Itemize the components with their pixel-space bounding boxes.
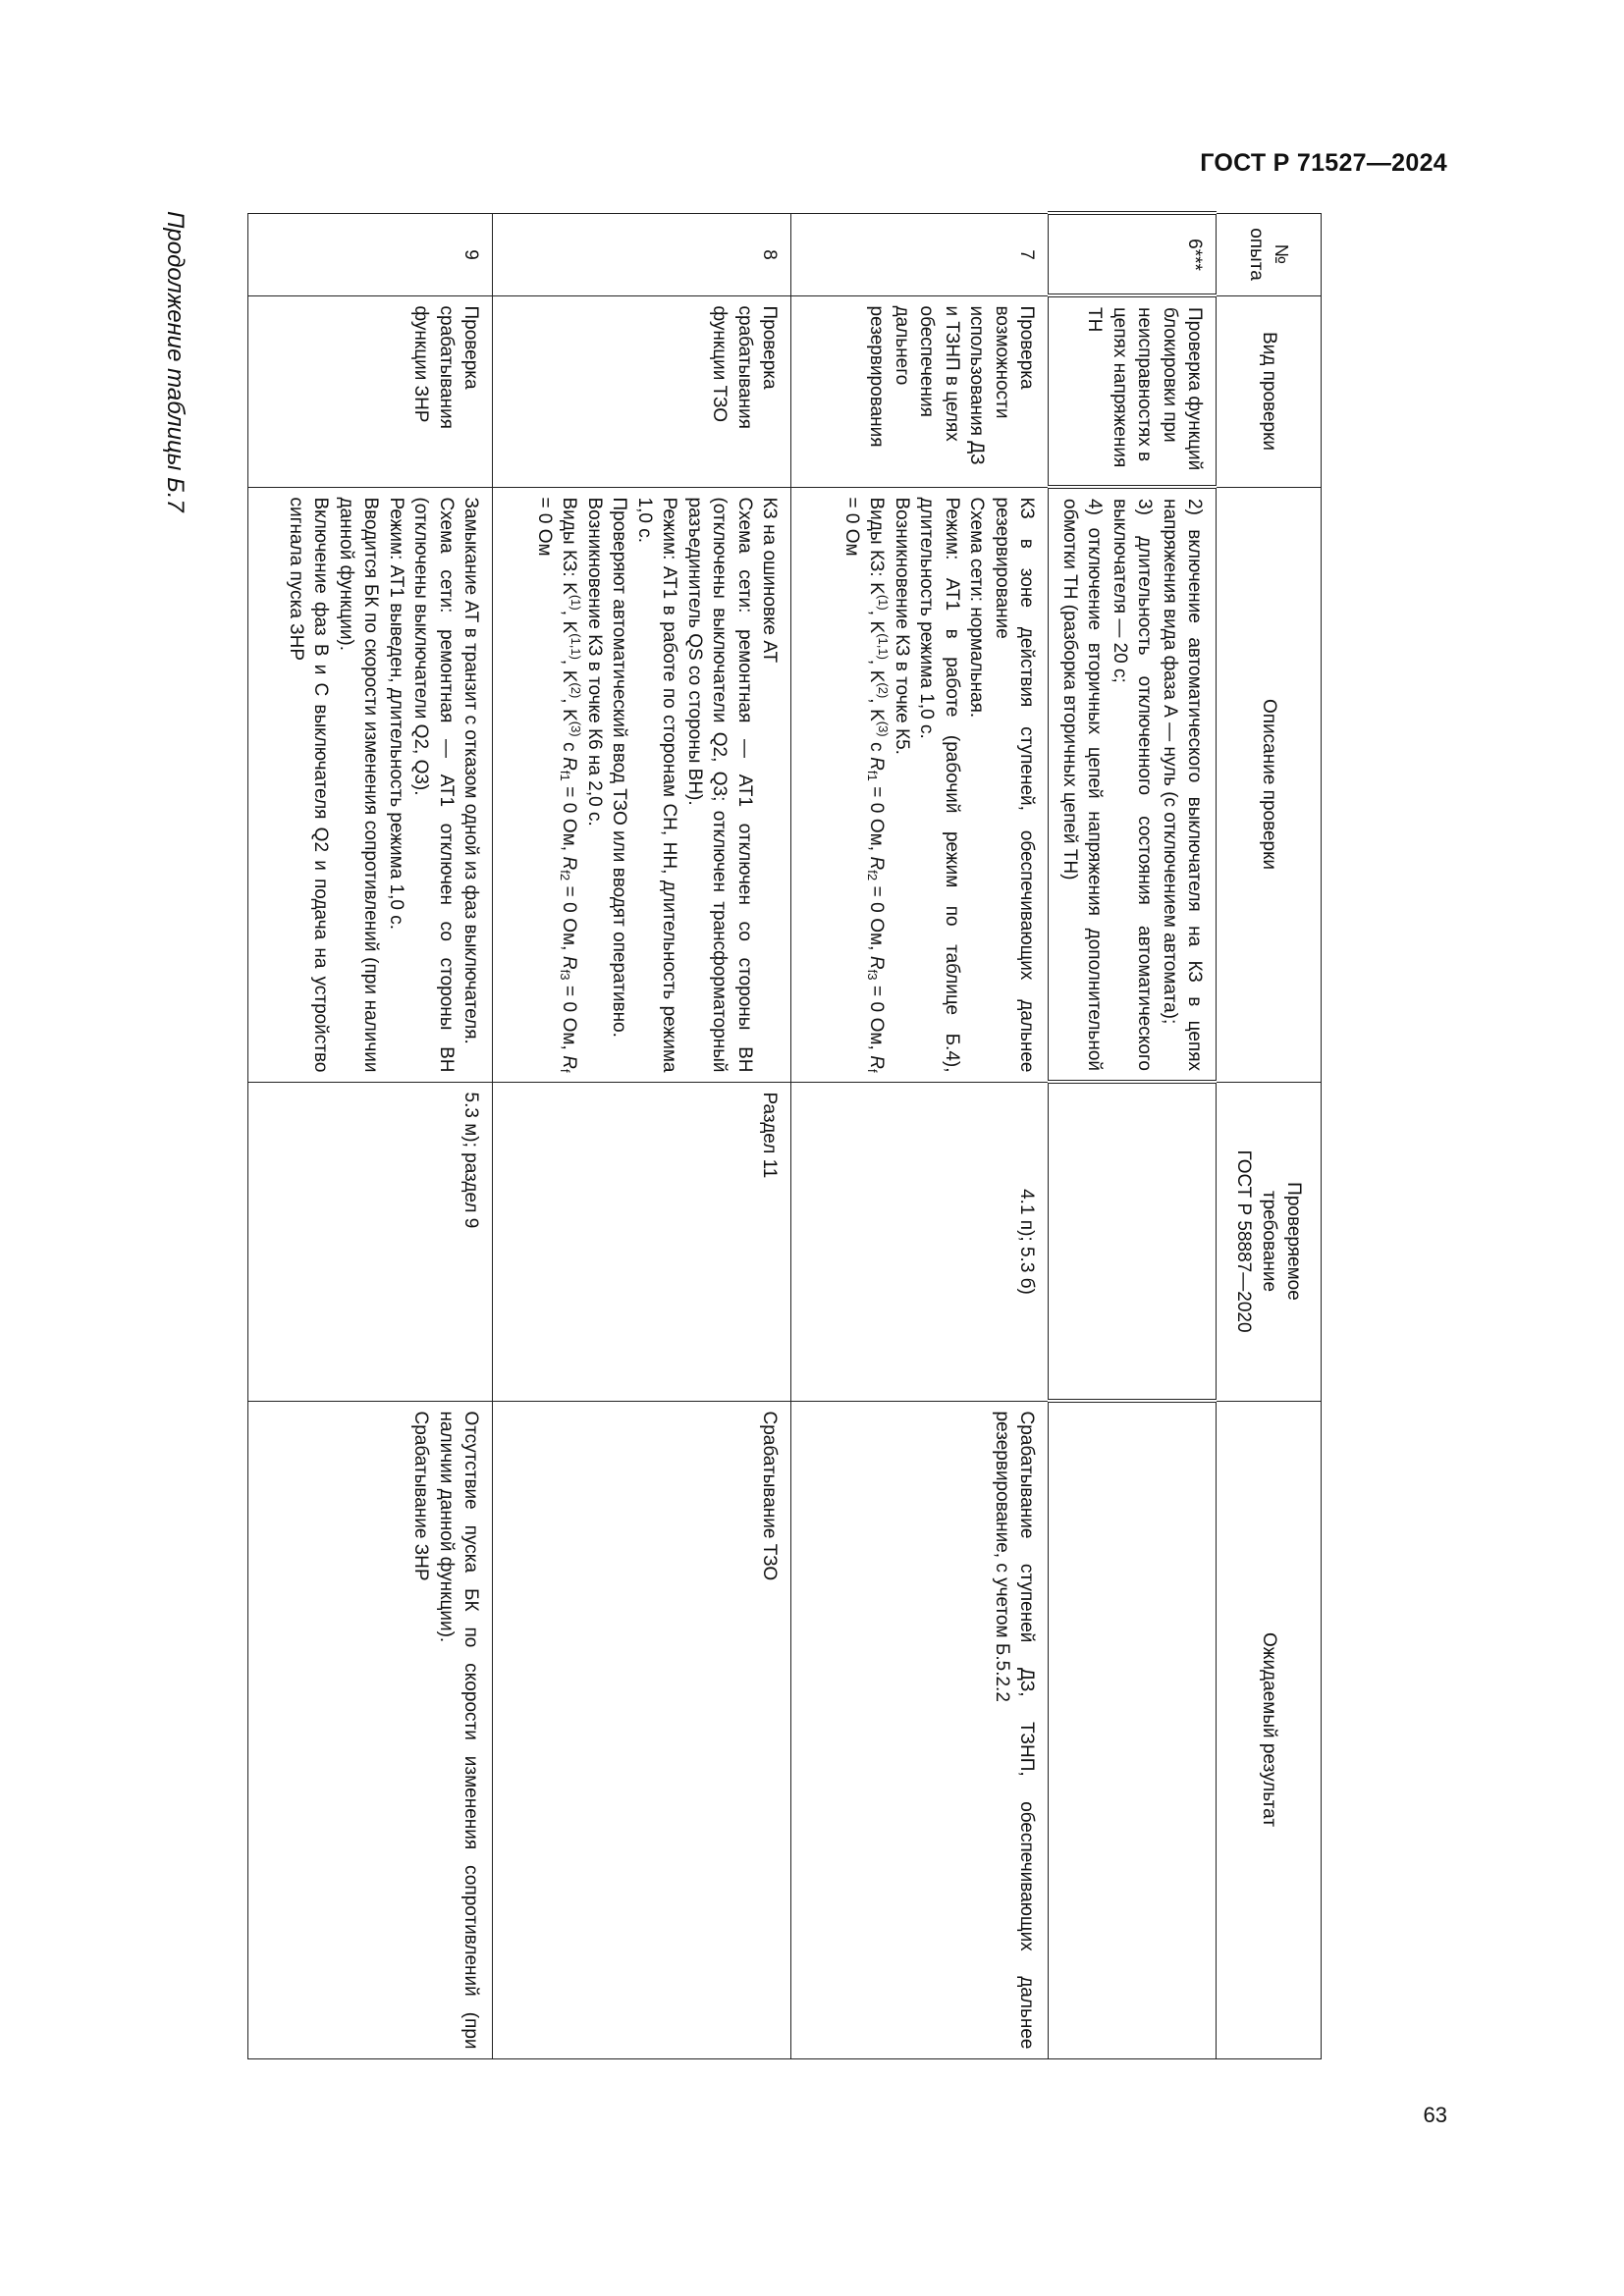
table-header-row — [1217, 213, 1322, 2058]
kz-types-line: Виды КЗ: $K^{(1)}$, K$^{(1,1)}$, $K^{(2)}$, $K^{(3)}$ с $R_{f1} = 0$ Ом, $R_{f2} = 0$ Ом, $R_{f3} = 0$ Ом, $R_f = 0$ Ом — [840, 497, 892, 1073]
table-row — [248, 213, 493, 2058]
row-num: 6*** — [1049, 213, 1217, 295]
row-result: Отсутствие пуска БК по скорости изменения сопротивлений (при наличии данной функции). Срабатывание ЗНР — [248, 1401, 493, 2058]
row-requirement: Раздел 11 — [493, 1082, 791, 1401]
row-description: 2) включение автоматического выключателя на КЗ в цепях напряжения вида фаза А — нуль (с отключением автомата); 3) длительность отключенного состояния автоматического выключателя — 20 с; 4) отключение вторичных цепей напряжения дополнительной обмотки ТН (разборка вторичных цепей ТН) — [1049, 487, 1217, 1082]
row-description: КЗ на ошиновке АТ Схема сети: ремонтная — АТ1 отключен со стороны ВН (отключены выключатели Q2, Q3; отключен трансформаторный разъединитель QS со стороны ВН). Режим: АТ1 в работе по сторонам СН, НН, длительность режима 1,0 с. Проверяют автоматический ввод ТЗО или вводят оперативно. Возникновение КЗ в точке К6 на 2,0 с. Виды КЗ: $K^{(1)}$, K$^{(1,1)}$, $K^{(2)}$, $K^{(3)}$ с $R_{f1} = 0$ Ом, $R_{f2} = 0$ Ом, $R_{f3} = 0$ Ом, $R_f = 0$ Ом — [493, 487, 791, 1082]
row-type: Проверка функций блокировки при неисправностях в цепях напряжения ТН — [1049, 295, 1217, 487]
row-type: Проверка возможности использования ДЗ и ТЗНП в целях обеспечения дальнего резервирования — [791, 295, 1049, 487]
table-row — [791, 213, 1049, 2058]
col-header-type: Вид проверки — [1217, 295, 1322, 487]
table-continuation-caption: Продолжение таблицы Б.7 — [162, 211, 189, 512]
row-requirement — [1049, 1082, 1217, 1401]
row-result: Срабатывание ступеней ДЗ, ТЗНП, обеспечивающих дальнее резервирование, с учетом Б.5.2.2 — [791, 1401, 1049, 2058]
row-description: Замыкание АТ в транзит с отказом одной из фаз выключателя. Схема сети: ремонтная — АТ1 отключен со стороны ВН (отключены выключатели Q2, Q3). Режим: АТ1 выведен, длительность режима 1,0 с. Вводится БК по скорости изменения сопротивлений (при наличии данной функции). Включение фаз В и С выключателя Q2 и подача на устройство сигнала пуска ЗНР — [248, 487, 493, 1082]
row-requirement: 5.3 м); раздел 9 — [248, 1082, 493, 1401]
row-num: 7 — [791, 213, 1049, 295]
row-num: 9 — [248, 213, 493, 295]
col-header-requirement: Проверяемое требование ГОСТ Р 58887—2020 — [1217, 1082, 1322, 1401]
page-number: 63 — [1423, 2103, 1447, 2127]
row-description: КЗ в зоне действия ступеней, обеспечивающих дальнее резервирование Схема сети: нормальная. Режим: АТ1 в работе (рабочий режим по таблице Б.4), длительность режима 1,0 с. Возникновение КЗ в точке К5. Виды КЗ: $K^{(1)}$, K$^{(1,1)}$, $K^{(2)}$, $K^{(3)}$ с $R_{f1} = 0$ Ом, $R_{f2} = 0$ Ом, $R_{f3} = 0$ Ом, $R_f = 0$ Ом — [791, 487, 1049, 1082]
row-requirement: 4.1 п); 5.3 б) — [791, 1082, 1049, 1401]
row-result: Срабатывание ТЗО — [493, 1401, 791, 2058]
row-num: 8 — [493, 213, 791, 295]
row-type: Проверка срабатывания функции ТЗО — [493, 295, 791, 487]
standard-designation: ГОСТ Р 71527—2024 — [1200, 149, 1447, 177]
col-header-description: Описание проверки — [1217, 487, 1322, 1082]
row-result — [1049, 1401, 1217, 2058]
col-header-num: № опыта — [1217, 213, 1322, 295]
table-row — [493, 213, 791, 2058]
kz-types-line: Виды КЗ: $K^{(1)}$, K$^{(1,1)}$, $K^{(2)}$, $K^{(3)}$ с $R_{f1} = 0$ Ом, $R_{f2} = 0$ Ом, $R_{f3} = 0$ Ом, $R_f = 0$ Ом — [533, 497, 584, 1073]
row-type: Проверка срабатывания функции ЗНР — [248, 295, 493, 487]
col-header-result: Ожидаемый результат — [1217, 1401, 1322, 2058]
test-table — [247, 211, 1322, 2059]
table-row — [1049, 213, 1217, 2058]
rotated-table-block — [162, 211, 1322, 2056]
